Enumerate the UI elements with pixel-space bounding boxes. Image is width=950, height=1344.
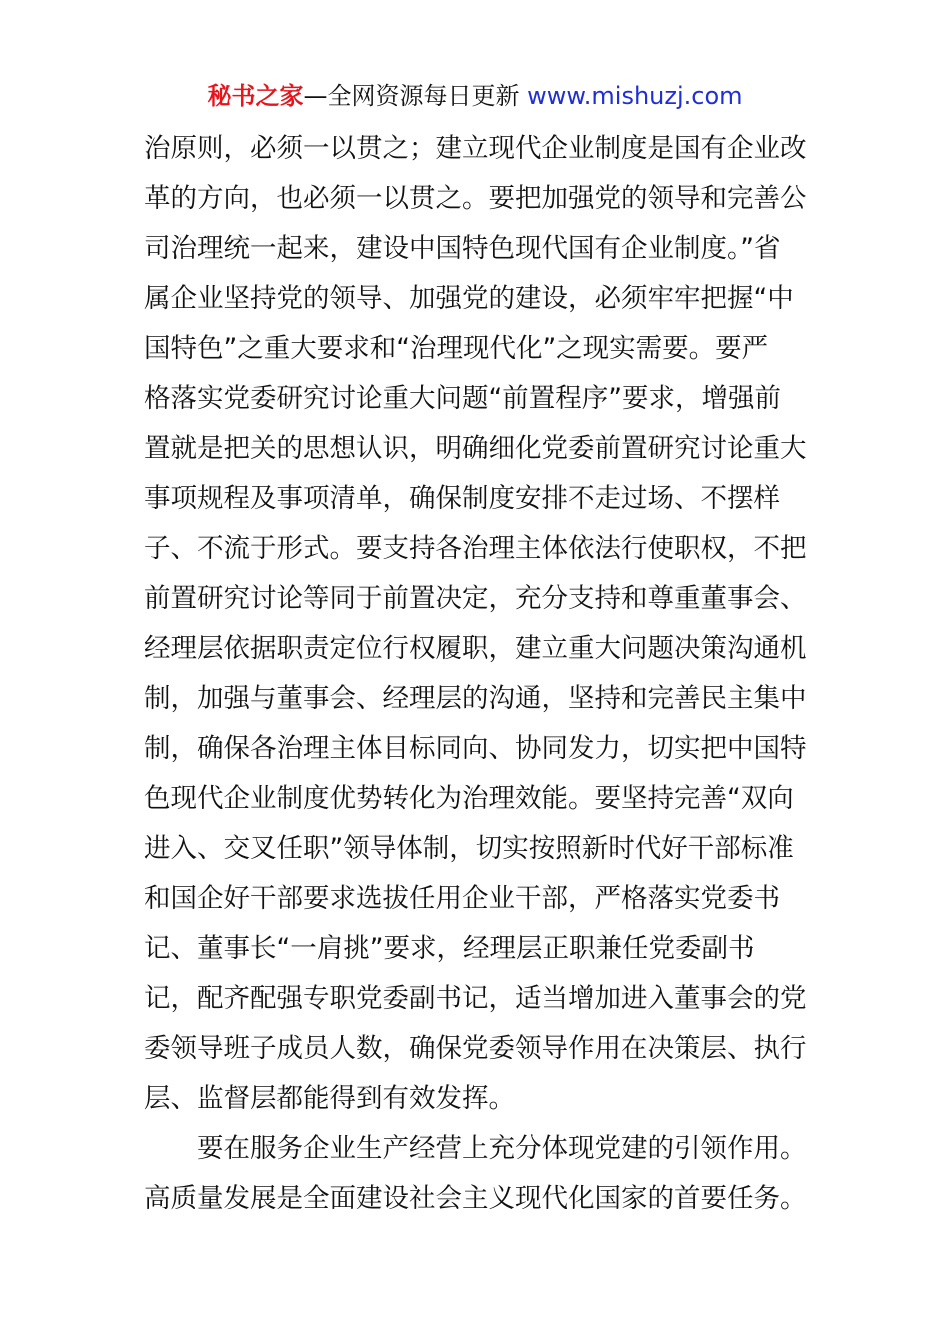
paragraph-first-line: 要在服务企业生产经营上充分体现党建的引领作用。 — [197, 1133, 807, 1164]
text-line: 层、监督层都能得到有效发挥。 — [144, 1083, 515, 1114]
text-line: 子、不流于形式。要支持各治理主体依法行使职权，不把 — [144, 533, 807, 564]
text-line: 革的方向，也必须一以贯之。要把加强党的领导和完善公 — [144, 183, 807, 214]
text-line: 色现代企业制度优势转化为治理效能。要坚持完善“双向 — [144, 783, 794, 814]
text-line: 治原则，必须一以贯之；建立现代企业制度是国有企业改 — [144, 133, 807, 164]
text-line: 司治理统一起来，建设中国特色现代国有企业制度。”省 — [144, 233, 781, 264]
text-line: 制，确保各治理主体目标同向、协同发力，切实把中国特 — [144, 733, 807, 764]
text-line: 属企业坚持党的领导、加强党的建设，必须牢牢把握“中 — [144, 283, 794, 314]
text-line: 进入、交叉任职”领导体制，切实按照新时代好干部标准 — [144, 833, 794, 864]
text-line: 记，配齐配强专职党委副书记，适当增加进入董事会的党 — [144, 983, 807, 1014]
text-line: 记、董事长“一肩挑”要求，经理层正职兼任党委副书 — [144, 933, 755, 964]
text-line: 和国企好干部要求选拔任用企业干部，严格落实党委书 — [144, 883, 780, 914]
text-line: 委领导班子成员人数，确保党委领导作用在决策层、执行 — [144, 1033, 807, 1064]
text-line: 前置研究讨论等同于前置决定，充分支持和尊重董事会、 — [144, 583, 807, 614]
site-brand: 秘书之家 — [207, 82, 304, 110]
site-url-link[interactable]: www.mishuzj.com — [527, 82, 743, 110]
text-line: 置就是把关的思想认识，明确细化党委前置研究讨论重大 — [144, 433, 807, 464]
text-line: 经理层依据职责定位行权履职，建立重大问题决策沟通机 — [144, 633, 807, 664]
site-tagline: —全网资源每日更新 — [303, 82, 520, 110]
text-line: 事项规程及事项清单，确保制度安排不走过场、不摆样 — [144, 483, 780, 514]
text-line: 高质量发展是全面建设社会主义现代化国家的首要任务。 — [144, 1183, 807, 1214]
text-line: 格落实党委研究讨论重大问题“前置程序”要求，增强前 — [144, 383, 781, 414]
page-header — [0, 80, 950, 112]
text-line: 国特色”之重大要求和“治理现代化”之现实需要。要严 — [144, 333, 769, 364]
document-body — [144, 124, 814, 1224]
text-line: 制，加强与董事会、经理层的沟通，坚持和完善民主集中 — [144, 683, 807, 714]
